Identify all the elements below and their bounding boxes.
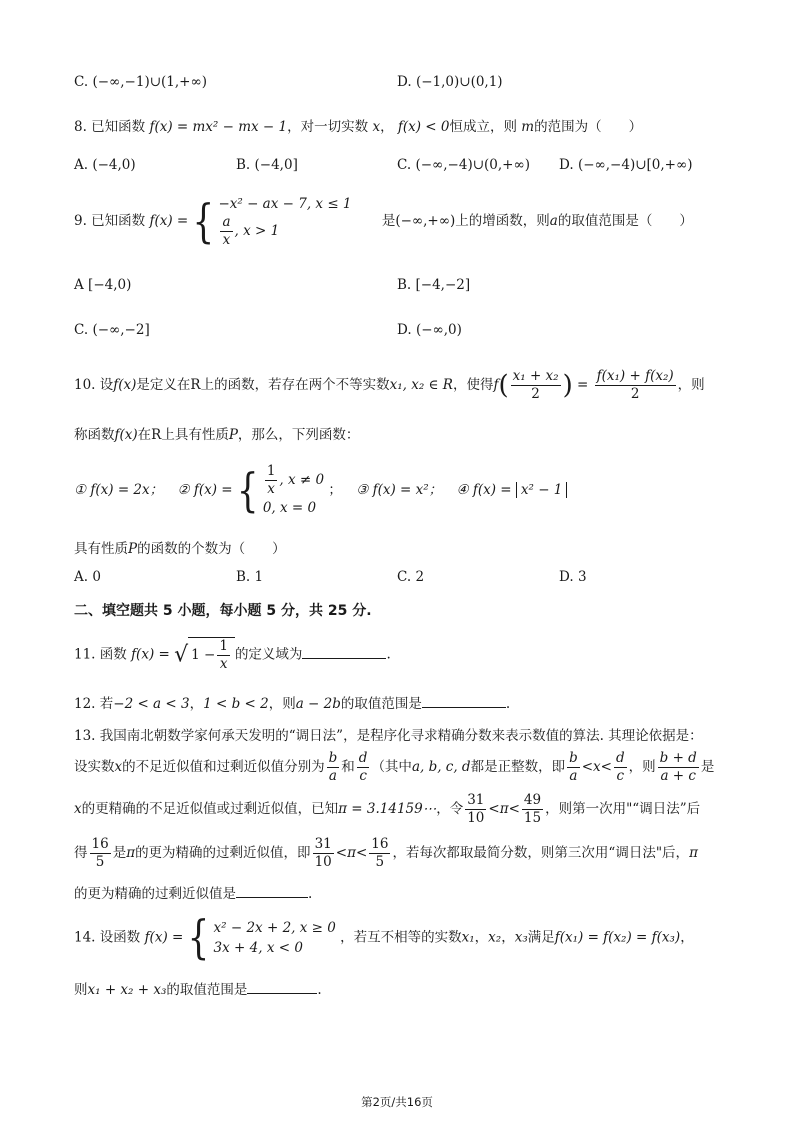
q10-text: ； (328, 482, 342, 498)
fraction: $\frac{b + d}{a + c}$ (659, 750, 697, 784)
q13-line5 (74, 882, 734, 902)
q13-text: 的更精确的不足近似值或过剩近似值，已知 (81, 801, 339, 817)
q10-line1 (74, 368, 734, 403)
pi: π (347, 845, 356, 861)
answer-blank[interactable] (422, 693, 506, 708)
q10-R: R (190, 377, 201, 393)
q8-prefix: 8. 已知函数 (74, 119, 146, 135)
fraction: $\frac{49}{15}$ (523, 792, 542, 826)
q9-text: 是 (381, 213, 396, 229)
q8-stem (74, 115, 734, 135)
q9-case1: −x² − ax − 7, x ≤ 1 (218, 196, 352, 212)
option-label: C. (74, 74, 89, 90)
q10-option-c (397, 569, 424, 585)
option-label: A. (74, 157, 89, 173)
fraction: $\frac{d}{c}$ (615, 750, 625, 784)
q10-text: ，那么，下列函数： (237, 427, 360, 443)
sqrt (174, 637, 235, 673)
fraction: $\frac{b}{a}$ (569, 750, 578, 784)
q10-func-1: ① f(x) = 2x； (74, 482, 164, 498)
q14-x2: x₂ (488, 929, 502, 946)
q10-func-4-lhs: ④ f(x) = (456, 482, 512, 498)
fraction: $\frac{d}{c}$ (358, 750, 368, 784)
option-label: D. (397, 74, 412, 90)
q9-prefix: 9. 已知函数 (74, 213, 146, 229)
q8-var-m: m (521, 119, 535, 135)
q13-text: 设实数 (74, 759, 115, 775)
q8-option-b (236, 157, 298, 173)
q9-stem (74, 194, 734, 249)
option-text: (−∞,−1)∪(1,+∞) (92, 74, 208, 90)
lt: < (335, 845, 348, 861)
q14-lhs: f(x) = (144, 929, 184, 946)
q10-text: 在 (137, 427, 152, 443)
option-label: D. (559, 569, 574, 585)
lt: < (355, 845, 368, 861)
q9-text: 上的增函数，则 (455, 213, 550, 229)
equals: = (577, 377, 589, 393)
section-title: 二、填空题共 5 小题，每小题 5 分，共 25 分. (74, 603, 372, 619)
q14-text: 满足 (527, 929, 555, 946)
fraction: $\frac{31}{10}$ (314, 836, 332, 870)
left-brace: { (236, 463, 259, 518)
case-row: 0, x = 0 (262, 500, 317, 516)
q14-prefix: 14. 设函数 (74, 929, 141, 946)
fraction: $\frac{16}{5}$ (371, 836, 389, 870)
q10-text: 10. 设 (74, 377, 114, 393)
fraction: $\frac{a}{x}$ (222, 214, 231, 248)
fraction: $\frac{\text{f(x₁) + f(x₂)}}{2}$ (596, 368, 674, 402)
option-label: C. (74, 322, 89, 338)
radicand: 1 − $\frac{1}{x}$ (188, 637, 235, 673)
q10-option-a (74, 569, 101, 585)
q10-option-b (236, 569, 263, 585)
q7-option-c (74, 74, 207, 90)
option-text: 0 (92, 569, 101, 585)
q10-func-4-abs: x² − 1 (516, 482, 568, 498)
option-text: (−∞,−4)∪[0,+∞) (577, 157, 693, 173)
q11-text: 的定义域为 (234, 646, 303, 663)
q8-function: f(x) = mx² − mx − 1 (149, 119, 288, 135)
q8-option-d (559, 157, 693, 173)
answer-blank[interactable] (302, 644, 386, 659)
q10-text: 是定义在 (136, 377, 191, 393)
option-label: B. (236, 157, 251, 173)
q8-var-x: x (372, 119, 381, 135)
pi: π (126, 845, 136, 861)
option-text: (−4,0) (92, 157, 136, 173)
q8-option-a (74, 157, 136, 173)
paren: ) (562, 370, 573, 401)
q13-x: x (114, 759, 123, 775)
q8-text: ，对一切实数 (287, 119, 369, 135)
q13-text: 得 (74, 845, 88, 861)
q14-text: ， (680, 929, 694, 946)
q13-text: 都是正整数，即 (470, 759, 566, 775)
q14-x1: x₁ (461, 929, 475, 946)
left-brace: { (192, 194, 215, 249)
option-label: D. (397, 322, 412, 338)
q9-option-d (397, 322, 462, 338)
q13-text: （其中 (371, 759, 412, 775)
q13-text: ，则 (628, 759, 656, 775)
q10-P: P (128, 541, 138, 557)
q14-text: 的取值范围是 (166, 982, 248, 998)
q10-func-3: ③ f(x) = x²； (356, 482, 443, 498)
q14-line1 (74, 911, 734, 965)
q13-line3 (74, 792, 734, 827)
q10-P: P (228, 427, 238, 443)
option-label: C. (397, 157, 412, 173)
q12-cond-2: 1 < b < 2 (203, 696, 269, 712)
q8-option-c (397, 157, 530, 173)
q10-text: ，使得 (452, 377, 494, 393)
q10-line2 (74, 423, 734, 443)
q10-func-2-cases (263, 463, 324, 518)
option-text: 3 (577, 569, 587, 585)
option-text: (−1,0)∪(0,1) (415, 74, 503, 90)
fraction: $\frac{1}{x}$ (266, 463, 276, 497)
q12-cond-1: −2 < a < 3 (113, 696, 190, 712)
q14-cases (214, 918, 336, 958)
q14-condition: f(x₁) = f(x₂) = f(x₃) (554, 929, 681, 946)
q10-func-2-lhs: ② f(x) = (177, 482, 233, 498)
q12-text: 的取值范围是 (340, 696, 422, 712)
q11 (74, 637, 734, 673)
q13-text: ，若每次都取最简分数，则第三次用“调日法"后， (392, 845, 690, 861)
q13-text: 的更为精确的过剩近似值，即 (135, 845, 311, 861)
option-text: [−4,−2] (415, 277, 471, 293)
option-text: (−∞,−4)∪(0,+∞) (415, 157, 531, 173)
q9-option-b (397, 277, 470, 293)
option-label: D. (559, 157, 574, 173)
q13-x: x (74, 801, 82, 817)
q14-text: ，若互不相等的实数 (340, 929, 462, 946)
comma: ， (474, 929, 489, 946)
q10-question (74, 537, 734, 557)
option-label: B. (397, 277, 412, 293)
q10-text: 具有性质 (74, 541, 128, 557)
q10-functions (74, 463, 734, 518)
option-text: (−4,0] (254, 157, 298, 173)
q8-text: 恒成立，则 (449, 119, 517, 135)
q13-text: ，则第一次用"“调日法”后 (545, 801, 701, 817)
comma: ， (501, 929, 515, 946)
option-text: 1 (254, 569, 264, 585)
q9-var-a: a (549, 213, 558, 229)
q13-pi-value: π = 3.14159⋯ (338, 801, 437, 817)
fraction: $\frac{b}{a}$ (328, 750, 338, 784)
q10-text: ，则 (677, 377, 705, 393)
q13-vars: a, b, c, d (411, 759, 471, 775)
q11-lhs: f(x) = (131, 646, 170, 663)
page-footer: 第2页/共16页 (361, 1095, 433, 1109)
case-row: $\frac{1}{x}$ , x ≠ 0 (266, 463, 325, 497)
q10-option-d (559, 569, 587, 585)
q10-fx: f(x) (114, 427, 138, 443)
answer-blank[interactable] (247, 979, 317, 994)
q8-condition: f(x) < 0 (397, 119, 450, 135)
option-text: (−∞,0) (415, 322, 462, 338)
q9-cases (218, 194, 351, 249)
q10-fx: f(x) (113, 377, 137, 393)
lt: < (488, 801, 500, 817)
q14-line2 (74, 978, 734, 998)
q9-case2: $\frac{a}{x}$ , x > 1 (222, 214, 280, 248)
q14-sum: x₁ + x₂ + x₃ (87, 982, 167, 998)
option-text: 2 (415, 569, 425, 585)
lt: < (581, 759, 594, 775)
q13-text: 是 (112, 845, 127, 861)
left-brace: { (187, 911, 210, 965)
radical-sign: √ (174, 642, 189, 668)
option-label: A. (74, 569, 89, 585)
q8-suffix: 的范围为（ ） (534, 119, 643, 135)
q13-text: ，令 (436, 801, 464, 817)
q11-end: . (386, 646, 391, 663)
case-row: x² − 2x + 2, x ≥ 0 (213, 920, 336, 936)
fraction: $\frac{\text{x₁ + x₂}}{2}$ (512, 368, 559, 402)
q10-text: 上具有性质 (161, 427, 229, 443)
lt: < (600, 759, 612, 775)
q13-line2 (74, 750, 734, 785)
q7-option-d (397, 74, 503, 90)
q12-expr: a − 2b (295, 696, 341, 712)
q12-prefix: 12. 若 (74, 696, 114, 712)
q10-text: 的函数的个数为（ ） (137, 541, 286, 557)
q9-option-c (74, 322, 150, 338)
q9-func-lhs: f(x) = (149, 213, 189, 229)
pi: π (689, 845, 698, 861)
q11-prefix: 11. 函数 (74, 646, 127, 663)
q10-text: 称函数 (74, 427, 115, 443)
fraction: $\frac{16}{5}$ (91, 836, 109, 870)
fraction: $\frac{1}{x}$ (219, 638, 228, 672)
q8-text: ， (380, 119, 394, 135)
q14-end: . (317, 982, 322, 998)
fraction: $\frac{31}{10}$ (467, 792, 485, 826)
q10-text: 上的函数，若存在两个不等实数 (200, 377, 390, 393)
q13-x: x (593, 759, 601, 775)
q10-f: f (493, 377, 499, 393)
paren: ( (498, 370, 509, 401)
option-label: B. (236, 569, 251, 585)
case-row: 3x + 4, x < 0 (213, 940, 303, 956)
q13-text: 的不足近似值和过剩近似值分别为 (122, 759, 325, 775)
q10-x1x2: x₁, x₂ ∈ R (389, 377, 453, 393)
q13-line4 (74, 836, 734, 871)
lt: < (508, 801, 520, 817)
q13-line1: 13. 我国南北朝数学家何承天发明的“调日法”，是程序化寻求精确分数来表示数值的算法. 其理论依据是： (74, 728, 703, 744)
q13-text: 和 (341, 759, 355, 775)
q14-text: 则 (74, 982, 88, 998)
q13-end: . (308, 886, 313, 902)
q12-text: ， (189, 696, 204, 712)
q12 (74, 692, 734, 712)
q14-x3: x₃ (514, 929, 528, 946)
option-text: (−∞,−2] (92, 322, 150, 338)
q12-end: . (505, 696, 511, 712)
q13-text: 的更为精确的过剩近似值是 (74, 886, 236, 902)
q10-R: R (151, 427, 162, 443)
q9-option-a (74, 277, 131, 293)
option-text: [−4,0) (88, 277, 132, 293)
option-label: A (74, 277, 84, 293)
q9-interval: (−∞,+∞) (395, 213, 456, 229)
answer-blank[interactable] (236, 883, 308, 898)
q12-text: ，则 (268, 696, 296, 712)
option-label: C. (397, 569, 412, 585)
q13-text: 是 (700, 759, 715, 775)
pi: π (499, 801, 509, 817)
q9-suffix: 的取值范围是（ ） (557, 213, 693, 229)
